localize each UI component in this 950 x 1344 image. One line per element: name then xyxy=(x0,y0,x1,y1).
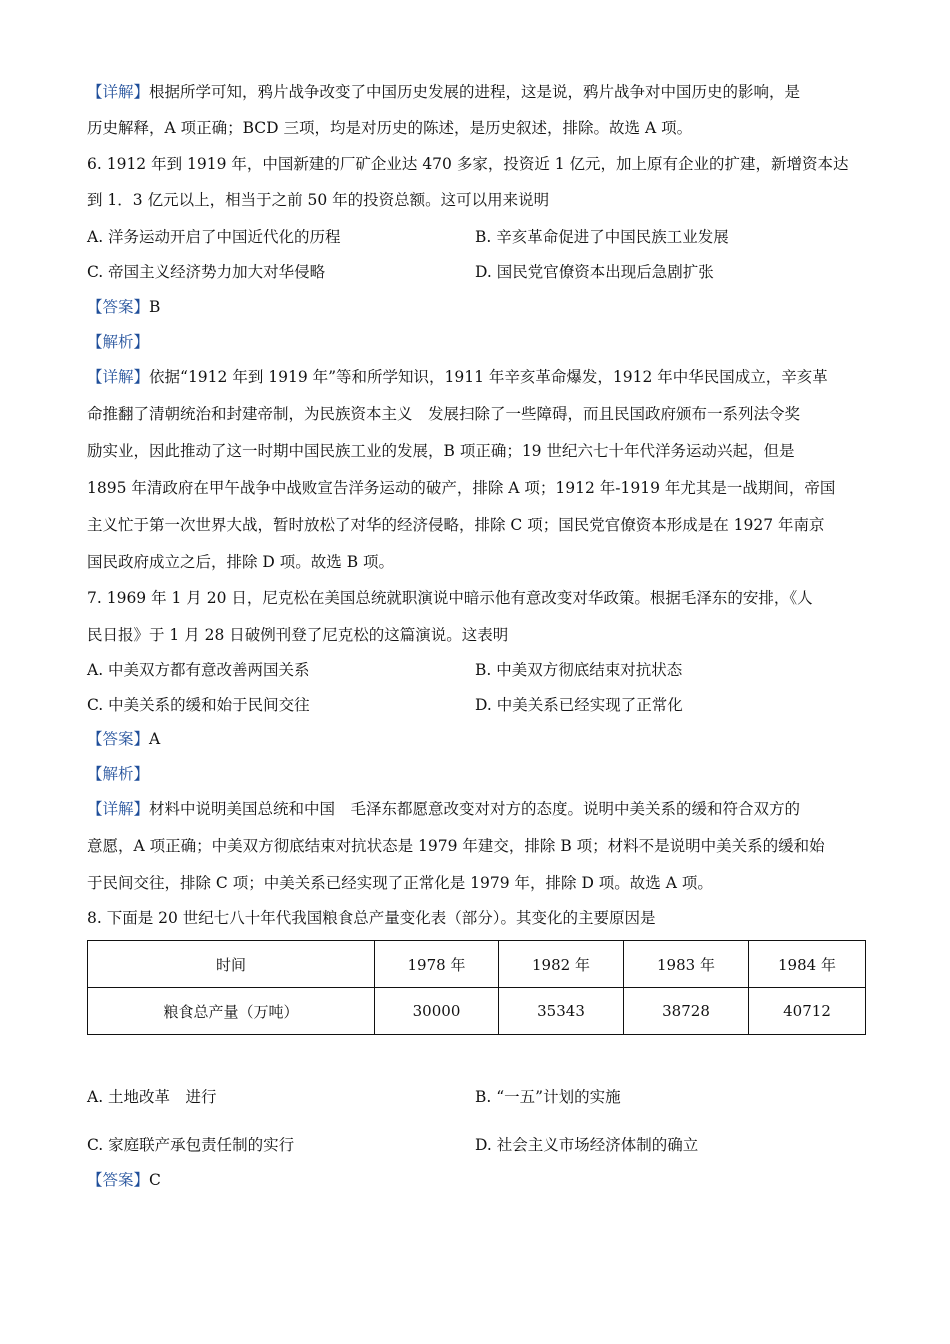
q6-detail-line-3: 励实业，因此推动了这一时期中国民族工业的发展，B 项正确；19 世纪六七十年代洋务运动兴起，但是 xyxy=(87,442,795,460)
q8-option-d: D. 社会主义市场经济体制的确立 xyxy=(475,1136,699,1154)
q8-option-b: B. “一五”计划的实施 xyxy=(475,1088,621,1106)
q6-detail-line-5: 主义忙于第一次世界大战，暂时放松了对华的经济侵略，排除 C 项；国民党官僚资本形成是在 1927 年南京 xyxy=(87,516,825,534)
q5-detail-line-1 xyxy=(87,82,867,102)
detail-tag: 【详解】 xyxy=(87,800,150,818)
table-row xyxy=(88,988,866,1035)
q6-answer: B xyxy=(149,298,161,316)
table-header-cell: 1983 年 xyxy=(624,941,749,988)
table-cell: 40712 xyxy=(749,988,866,1035)
table-header-row xyxy=(88,941,866,988)
q8-option-a: A. 土地改革 进行 xyxy=(87,1088,217,1106)
q7-option-d: D. 中美关系已经实现了正常化 xyxy=(475,696,683,714)
q8-stem: 8. 下面是 20 世纪七八十年代我国粮食总产量变化表（部分）。其变化的主要原因是 xyxy=(87,909,656,927)
answer-tag: 【答案】 xyxy=(87,298,150,316)
table-cell: 35343 xyxy=(499,988,624,1035)
grain-output-table xyxy=(87,940,866,1035)
q5-detail-text-1: 根据所学可知，鸦片战争改变了中国历史发展的进程，这是说，鸦片战争对中国历史的影响，是 xyxy=(149,83,801,101)
table-header-cell: 1978 年 xyxy=(375,941,499,988)
q6-detail-line-1 xyxy=(87,367,867,387)
q7-option-b: B. 中美双方彻底结束对抗状态 xyxy=(475,661,683,679)
q5-detail-line-2: 历史解释，A 项正确；BCD 三项，均是对历史的陈述，是历史叙述，排除。故选 A 项。 xyxy=(87,119,693,137)
q6-option-c: C. 帝国主义经济势力加大对华侵略 xyxy=(87,263,326,281)
q7-analysis-tag: 【解析】 xyxy=(87,765,150,783)
q7-option-c: C. 中美关系的缓和始于民间交往 xyxy=(87,696,310,714)
table-header-cell: 1984 年 xyxy=(749,941,866,988)
q8-option-c: C. 家庭联产承包责任制的实行 xyxy=(87,1136,295,1154)
q7-answer-line xyxy=(87,729,867,749)
q7-option-a: A. 中美双方都有意改善两国关系 xyxy=(87,661,310,679)
q7-detail-line-3: 于民间交往，排除 C 项；中美关系已经实现了正常化是 1979 年，排除 D 项。故选 A 项。 xyxy=(87,874,713,892)
q6-option-a: A. 洋务运动开启了中国近代化的历程 xyxy=(87,228,341,246)
table-cell: 粮食总产量（万吨） xyxy=(88,988,375,1035)
q6-detail-text-1: 依据“1912 年到 1919 年”等和所学知识，1911 年辛亥革命爆发，1912 年中华民国成立，辛亥革 xyxy=(149,368,828,386)
q6-analysis-tag: 【解析】 xyxy=(87,333,150,351)
q6-detail-line-2: 命推翻了清朝统治和封建帝制，为民族资本主义 发展扫除了一些障碍，而且民国政府颁布一系列法令奖 xyxy=(87,405,801,423)
q6-stem-line-2: 到 1．3 亿元以上，相当于之前 50 年的投资总额。这可以用来说明 xyxy=(87,191,550,209)
q6-option-d: D. 国民党官僚资本出现后急剧扩张 xyxy=(475,263,714,281)
q7-detail-line-1 xyxy=(87,799,867,819)
table-header-cell: 1982 年 xyxy=(499,941,624,988)
q8-answer: C xyxy=(149,1171,161,1189)
table-header-cell: 时间 xyxy=(88,941,375,988)
answer-tag: 【答案】 xyxy=(87,730,150,748)
q7-stem-line-2: 民日报》于 1 月 28 日破例刊登了尼克松的这篇演说。这表明 xyxy=(87,626,509,644)
q8-answer-line xyxy=(87,1170,867,1190)
q7-answer: A xyxy=(149,730,161,748)
answer-tag: 【答案】 xyxy=(87,1171,150,1189)
q6-answer-line xyxy=(87,297,867,317)
q7-stem-line-1: 7. 1969 年 1 月 20 日，尼克松在美国总统就职演说中暗示他有意改变对华政策。根据毛泽东的安排，《人 xyxy=(87,589,813,607)
q6-stem-line-1: 6. 1912 年到 1919 年，中国新建的厂矿企业达 470 多家，投资近 1 亿元，加上原有企业的扩建，新增资本达 xyxy=(87,155,849,173)
q7-detail-line-2: 意愿，A 项正确；中美双方彻底结束对抗状态是 1979 年建交，排除 B 项；材料不是说明中美关系的缓和始 xyxy=(87,837,825,855)
q6-option-b: B. 辛亥革命促进了中国民族工业发展 xyxy=(475,228,729,246)
q6-detail-line-4: 1895 年清政府在甲午战争中战败宣告洋务运动的破产，排除 A 项；1912 年-1919 年尤其是一战期间，帝国 xyxy=(87,479,836,497)
detail-tag: 【详解】 xyxy=(87,368,150,386)
table-cell: 38728 xyxy=(624,988,749,1035)
table-cell: 30000 xyxy=(375,988,499,1035)
q7-detail-text-1: 材料中说明美国总统和中国 毛泽东都愿意改变对对方的态度。说明中美关系的缓和符合双方的 xyxy=(149,800,801,818)
detail-tag: 【详解】 xyxy=(87,83,150,101)
q6-detail-line-6: 国民政府成立之后，排除 D 项。故选 B 项。 xyxy=(87,553,395,571)
